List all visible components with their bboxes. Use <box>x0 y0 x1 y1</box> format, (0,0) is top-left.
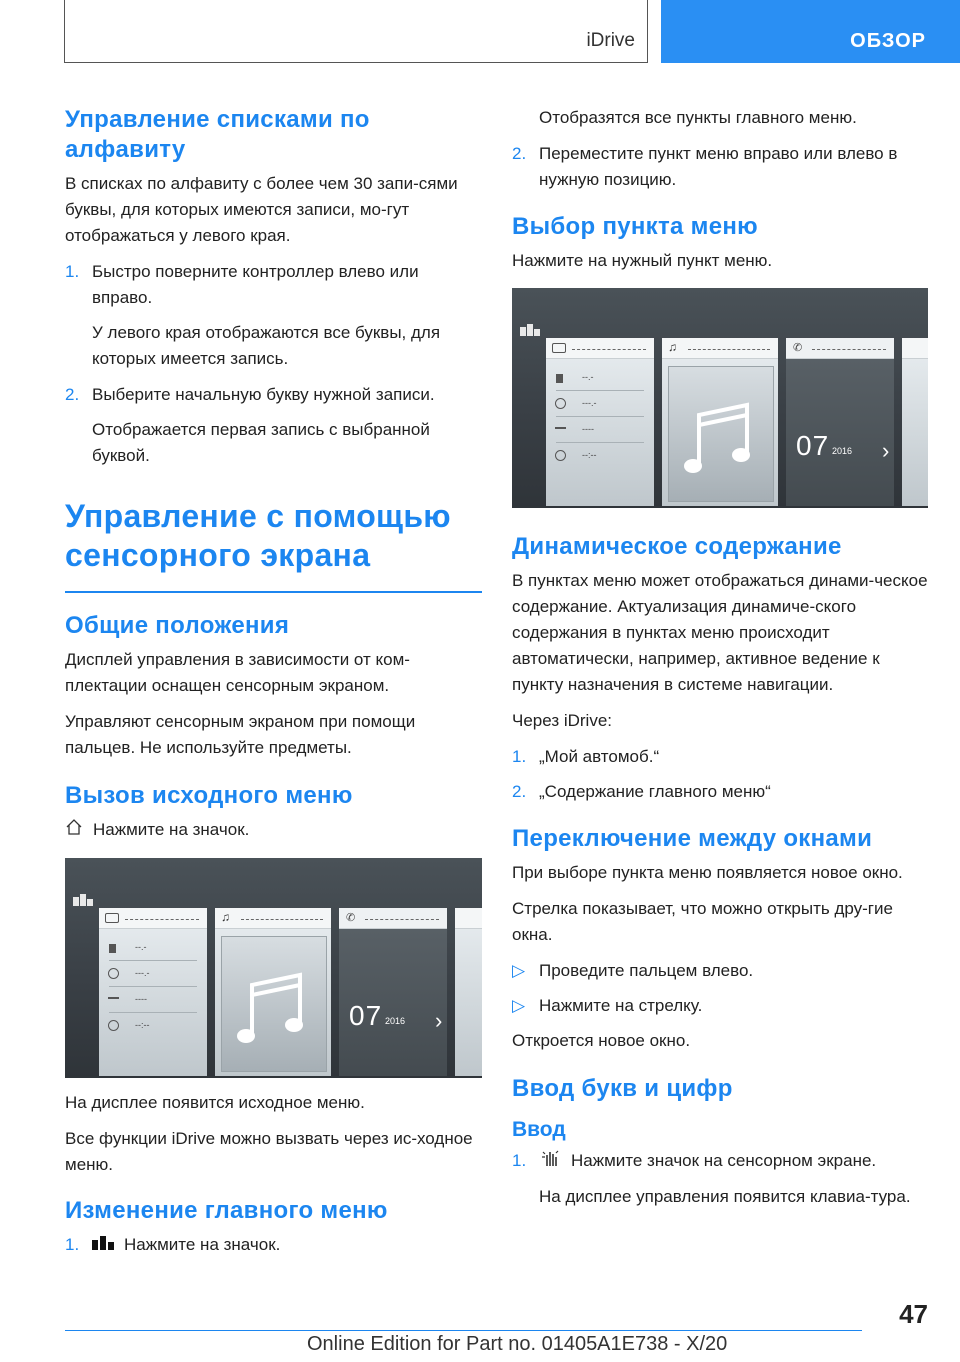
gauge-icon <box>555 398 566 409</box>
home-title: Вызов исходного меню <box>65 782 353 810</box>
dynamic-step-2 <box>512 779 930 805</box>
left-column <box>65 105 482 1267</box>
step-number: 1. <box>65 1234 80 1254</box>
select-menu-screenshot <box>512 288 928 508</box>
step-text: Переместите пункт меню вправо или влево в нужную позицию. <box>539 144 898 189</box>
step-text: „Мой автомоб.“ <box>539 747 660 766</box>
dynamic-step-1 <box>512 744 930 770</box>
touch-title: Управление с помощью сенсорного экрана <box>65 498 451 574</box>
general-text-1: Дисплей управления в зависимости от ком-плектации оснащен сенсорным экраном. <box>65 650 410 696</box>
change-title: Изменение главного меню <box>65 1196 388 1224</box>
main-menu-icon <box>73 894 93 906</box>
tile-media[interactable] <box>662 338 778 506</box>
chapter-label: ОБЗОР <box>850 30 926 52</box>
tile-partial <box>455 908 482 1076</box>
header-frame <box>64 0 648 63</box>
general-title: Общие положения <box>65 612 290 640</box>
change-step-1 <box>65 1232 482 1259</box>
input-title: Ввод букв и цифр <box>512 1075 733 1102</box>
gauge-icon <box>108 968 119 979</box>
step-number: 2. <box>65 385 80 404</box>
dynamic-title: Динамическое содержание <box>512 533 842 560</box>
dynamic-via: Через iDrive: <box>512 711 613 730</box>
music-note-icon: ♫ <box>221 909 230 924</box>
music-notes-icon <box>669 367 773 501</box>
home-menu-screenshot <box>65 858 482 1078</box>
phone-icon: ✆ <box>346 911 356 924</box>
clock-icon <box>108 1020 119 1031</box>
change-step-2 <box>512 141 930 193</box>
touch-hand-icon <box>539 1149 561 1175</box>
chapter-tab <box>661 0 960 63</box>
step-text: Нажмите значок на сенсорном экране. <box>571 1151 877 1170</box>
row-value: ---- <box>582 424 594 434</box>
tile-vehicle <box>99 908 207 1076</box>
fuel-icon <box>556 374 563 383</box>
tile-communication <box>339 908 447 1076</box>
car-icon <box>105 913 119 923</box>
bullet-triangle-icon: ▷ <box>512 996 526 1015</box>
row-value: --:-- <box>135 1019 150 1030</box>
alpha-step-1 <box>65 259 482 311</box>
distance-icon <box>555 427 566 429</box>
step-text: Быстро поверните контроллер влево или вправо. <box>92 262 419 307</box>
switch-bullet-2 <box>512 993 930 1019</box>
music-notes-icon <box>222 937 326 1071</box>
calendar-day: 07 <box>796 430 830 461</box>
step-text: Нажмите на значок. <box>124 1234 281 1254</box>
step-number: 2. <box>512 144 527 163</box>
home-instruction-text: Нажмите на значок. <box>93 820 250 840</box>
home-icon <box>65 818 83 844</box>
footer-rule <box>65 1330 862 1331</box>
change-step-1-result: Отобразятся все пункты главного меню. <box>539 108 857 127</box>
switch-title: Переключение между окнами <box>512 825 873 852</box>
row-value: ---- <box>135 993 147 1004</box>
tile-media <box>215 908 331 1076</box>
row-value: ---.- <box>135 967 150 978</box>
alpha-step-1-result: У левого края отображаются все буквы, для которых имеется запись. <box>92 323 441 368</box>
select-text: Нажмите на нужный пункт меню. <box>512 251 773 270</box>
page-number: 47 <box>899 1299 928 1329</box>
clock-icon <box>555 450 566 461</box>
distance-icon <box>108 997 119 999</box>
alpha-text: В списках по алфавиту с более чем 30 запи-сями буквы, для которых имеются записи, мо-гут отображаться у левого края. <box>65 174 458 245</box>
tile-communication <box>786 338 894 506</box>
step-text: Выберите начальную букву нужной записи. <box>92 385 435 404</box>
album-art <box>668 366 774 502</box>
input-step-1-result: На дисплее управления появится клавиа-тура. <box>539 1186 911 1206</box>
step-number: 1. <box>512 747 527 766</box>
row-value: --.- <box>135 941 147 952</box>
calendar-year: 2016 <box>385 1015 406 1026</box>
general-text-2: Управляют сенсорным экраном при помощи пальцев. Не используйте предметы. <box>65 712 416 758</box>
chevron-right-icon: › <box>882 438 890 463</box>
chevron-right-icon: › <box>435 1007 443 1033</box>
section-rule <box>65 591 482 593</box>
switch-text-2: Стрелка показывает, что можно открыть дру-гие окна. <box>512 899 893 944</box>
step-number: 1. <box>65 262 80 281</box>
right-column <box>512 105 930 1220</box>
alpha-step-2 <box>65 382 482 408</box>
switch-bullet-1 <box>512 958 930 984</box>
step-number: 2. <box>512 782 527 801</box>
footer-edition: Online Edition for Part no. 01405A1E738 - X/20 <box>307 1333 728 1355</box>
calendar-day: 07 <box>349 999 383 1031</box>
home-result-2: Все функции iDrive можно вызвать через ис-ходное меню. <box>65 1128 473 1174</box>
bullet-text: Проведите пальцем влево. <box>539 961 754 980</box>
input-subtitle: Ввод <box>512 1118 566 1141</box>
phone-icon: ✆ <box>793 342 803 354</box>
fuel-icon <box>109 944 116 953</box>
calendar-year: 2016 <box>832 446 853 456</box>
home-instruction <box>65 817 482 844</box>
step-text: „Содержание главного меню“ <box>539 782 771 801</box>
tile-vehicle <box>546 338 654 506</box>
row-value: --.- <box>582 372 594 382</box>
alpha-title: Управление списками по алфавиту <box>65 106 370 163</box>
select-title: Выбор пункта меню <box>512 213 758 240</box>
row-value: ---.- <box>582 398 597 408</box>
main-menu-icon <box>92 1232 114 1258</box>
input-step-1 <box>512 1148 930 1175</box>
row-value: --:-- <box>582 450 597 460</box>
bullet-text: Нажмите на стрелку. <box>539 996 703 1015</box>
dynamic-text: В пунктах меню может отображаться динами-ческое содержание. Актуализация динамиче-ского содержания в пунктах меню происходит автоматически, например, активное ведение к пункту назначения в системе навигации. <box>512 571 928 694</box>
main-menu-icon <box>520 324 540 336</box>
home-result-1: На дисплее появится исходное меню. <box>65 1092 365 1112</box>
car-icon <box>552 343 566 353</box>
bullet-triangle-icon: ▷ <box>512 961 526 980</box>
music-note-icon: ♫ <box>668 340 677 354</box>
album-art <box>221 936 327 1072</box>
tile-partial <box>902 338 928 506</box>
step-number: 1. <box>512 1151 527 1170</box>
alpha-step-2-result: Отображается первая запись с выбранной буквой. <box>92 420 430 465</box>
header-section: iDrive <box>586 30 635 51</box>
switch-text-3: Откроется новое окно. <box>512 1031 691 1050</box>
switch-text-1: При выборе пункта меню появляется новое окно. <box>512 863 903 882</box>
